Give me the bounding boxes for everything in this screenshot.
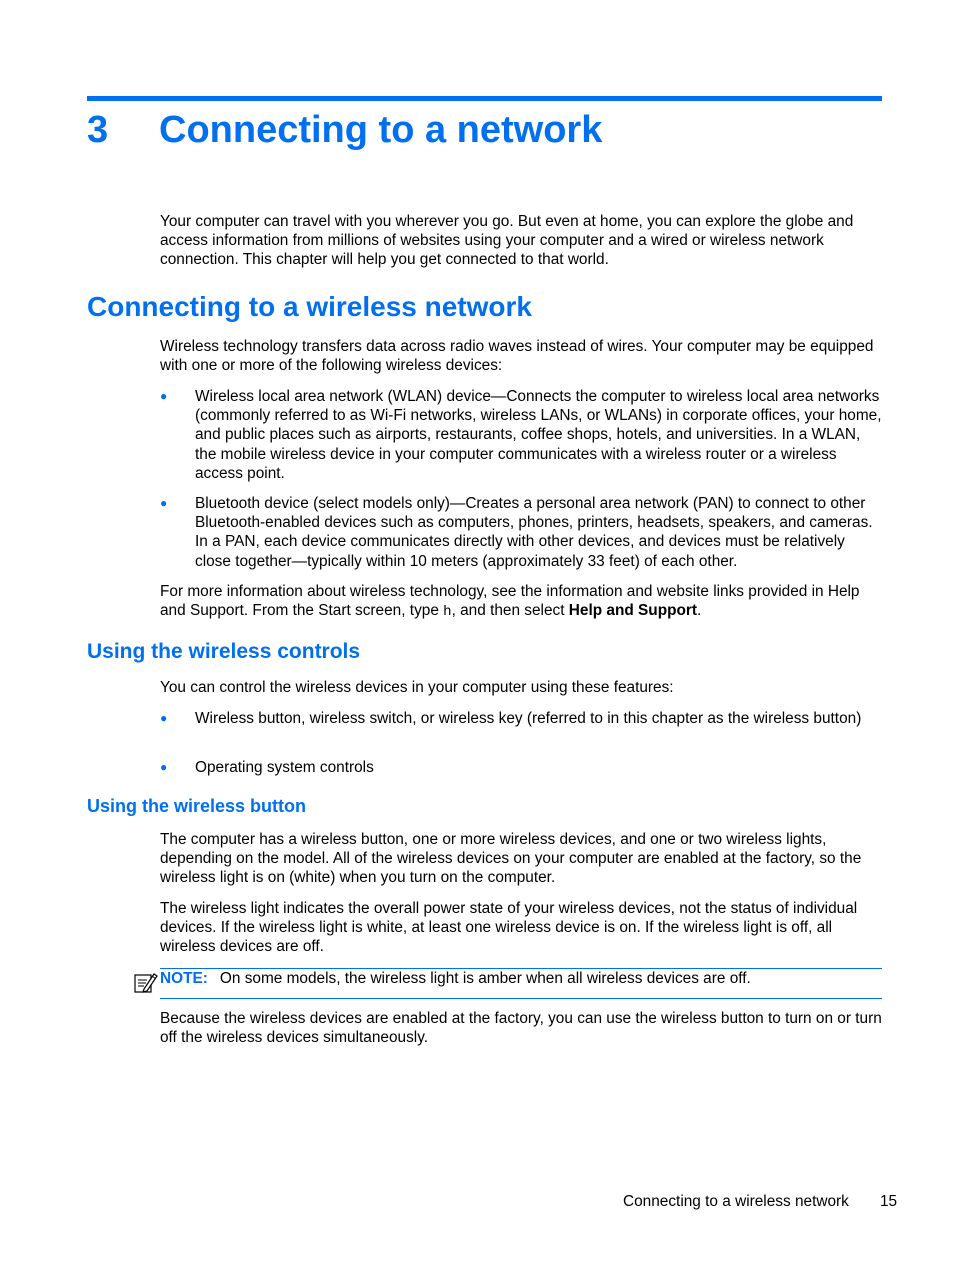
more-info-mid: , and then select	[451, 602, 569, 620]
note-text	[160, 969, 882, 988]
note-body: On some models, the wireless light is amber when all wireless devices are off.	[219, 970, 751, 987]
section-heading-wireless: Connecting to a wireless network	[87, 291, 532, 322]
chapter-number: 3	[87, 109, 109, 151]
button-paragraph-2: The wireless light indicates the overall power state of your wireless devices, not the status of individual devices. If the wireless light is white, at least one wireless device is on. If the wireless light is off, all wireless devices are off.	[160, 900, 858, 956]
footer-page-number: 15	[880, 1193, 898, 1210]
note-pencil-icon	[133, 971, 159, 995]
note-bottom-rule	[160, 998, 882, 999]
bullet-icon: ●	[160, 389, 168, 403]
bullet-icon: ●	[160, 496, 168, 510]
bullet-wireless-button: Wireless button, wireless switch, or wireless key (referred to in this chapter as the wireless button)	[195, 710, 862, 727]
section-heading-controls: Using the wireless controls	[87, 640, 361, 663]
chapter-intro: Your computer can travel with you wherever you go. But even at home, you can explore the globe and access information from millions of websites using your computer and a wired or wireless network connection. This chapter will help you get connected to that world.	[160, 213, 854, 269]
bullet-icon: ●	[160, 760, 168, 774]
more-info-key: h	[443, 604, 452, 621]
more-info-pre: For more information about wireless technology, see the information and website links provided in Help and Support. From the Start screen, type	[160, 583, 860, 620]
button-paragraph-3: Because the wireless devices are enabled at the factory, you can use the wireless button to turn on or turn off the wireless devices simultaneously.	[160, 1010, 882, 1047]
bullet-os-controls: Operating system controls	[195, 759, 374, 776]
wireless-intro: Wireless technology transfers data across radio waves instead of wires. Your computer may be equipped with one or more of the following wireless devices:	[160, 338, 874, 375]
more-info-end: .	[697, 602, 702, 620]
chapter-rule	[87, 96, 882, 101]
controls-intro: You can control the wireless devices in your computer using these features:	[160, 679, 674, 696]
section-heading-button: Using the wireless button	[87, 796, 307, 816]
bullet-wlan: Wireless local area network (WLAN) device—Connects the computer to wireless local area networks (commonly referred to as Wi-Fi networks, wireless LANs, or WLANs) in corporate offices, your home, and public places such as airports, restaurants, coffee shops, hotels, and universities. In a WLAN, the mobile wireless device in your computer communicates with a wireless router or a wireless access point.	[195, 388, 882, 482]
more-info-paragraph	[160, 582, 882, 622]
bullet-bluetooth: Bluetooth device (select models only)—Creates a personal area network (PAN) to connect to other Bluetooth-enabled devices such as computers, phones, printers, headsets, speakers, and cameras. In a PAN, each device communicates directly with other devices, and devices must be relatively close together—typically within 10 meters (approximately 33 feet) of each other.	[195, 495, 873, 570]
chapter-title-text: Connecting to a network	[159, 109, 603, 151]
more-info-bold: Help and Support	[568, 602, 698, 620]
note-label: NOTE:	[160, 970, 208, 987]
button-paragraph-1: The computer has a wireless button, one or more wireless devices, and one or two wireless lights, depending on the model. All of the wireless devices on your computer are enabled at the factory, so the wireless light is on (white) when you turn on the computer.	[160, 831, 862, 887]
chapter-title	[87, 106, 602, 154]
bullet-icon: ●	[160, 711, 168, 725]
footer-section-title: Connecting to a wireless network	[623, 1193, 849, 1210]
